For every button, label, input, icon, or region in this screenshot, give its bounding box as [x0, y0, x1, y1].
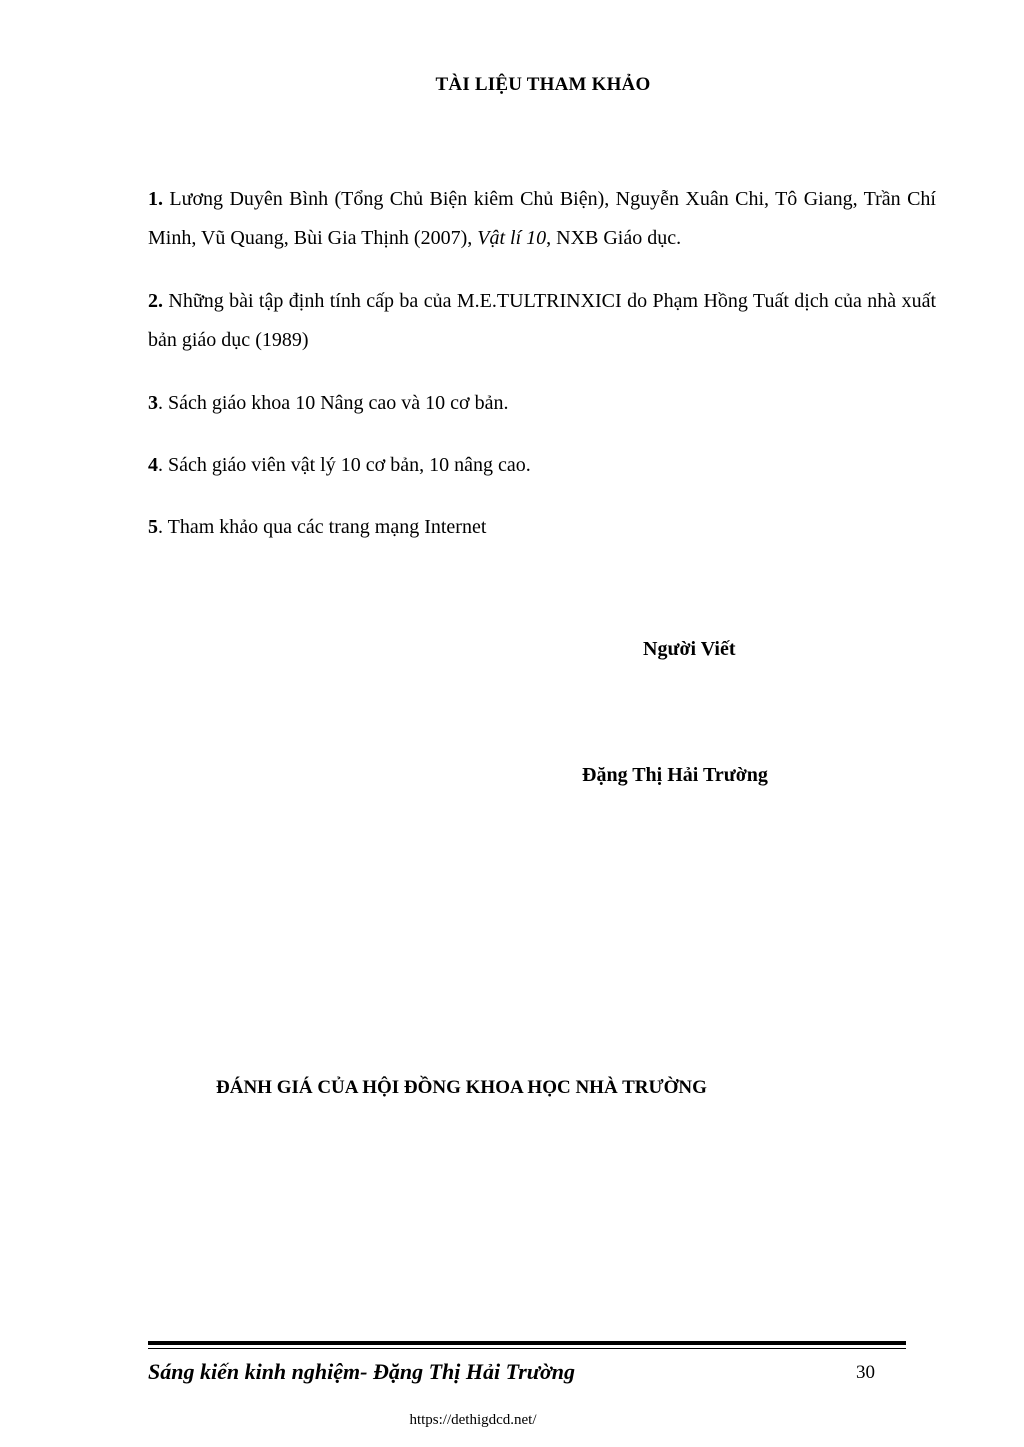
footer-divider-thin	[148, 1348, 906, 1349]
reference-book-title: Vật lí 10	[477, 227, 547, 249]
reference-text: . Sách giáo viên vật lý 10 cơ bản, 10 nâng cao.	[158, 454, 531, 476]
reference-text: . Sách giáo khoa 10 Nâng cao và 10 cơ bản.	[158, 392, 509, 414]
footer-text: Sáng kiến kinh nghiệm- Đặng Thị Hải Trường	[148, 1359, 575, 1384]
page-number: 30	[856, 1362, 875, 1383]
reference-number: 1.	[148, 188, 163, 210]
reference-text: Những bài tập định tính cấp ba của M.E.TULTRINXICI do Phạm Hồng Tuất dịch của nhà xuất bản giáo dục (1989)	[148, 290, 936, 351]
reference-number: 4	[148, 454, 158, 476]
reference-item-1	[148, 180, 936, 258]
source-url-link[interactable]: https://dethigdcd.net/	[409, 1412, 537, 1428]
footer-divider	[148, 1341, 906, 1345]
reference-text-end: , NXB Giáo dục.	[546, 227, 682, 249]
reference-item-5	[148, 508, 936, 547]
council-evaluation-title: ĐÁNH GIÁ CỦA HỘI ĐỒNG KHOA HỌC NHÀ TRƯỜNG	[216, 1077, 707, 1098]
reference-number: 2.	[148, 290, 163, 312]
reference-number: 5	[148, 516, 158, 538]
reference-text: . Tham khảo qua các trang mạng Internet	[158, 516, 487, 538]
page-title: TÀI LIỆU THAM KHẢO	[435, 74, 651, 95]
reference-number: 3	[148, 392, 158, 414]
reference-text: Lương Duyên Bình (Tổng Chủ Biện kiêm Chủ Biện), Nguyễn Xuân Chi, Tô Giang, Trần Chí Minh, Vũ Quang, Bùi Gia Thịnh (2007),	[148, 188, 936, 249]
reference-item-3	[148, 384, 936, 423]
reference-item-2	[148, 282, 936, 360]
signature-name: Đặng Thị Hải Trường	[582, 764, 768, 786]
reference-item-4	[148, 446, 936, 485]
signature-label: Người Viết	[643, 638, 736, 660]
